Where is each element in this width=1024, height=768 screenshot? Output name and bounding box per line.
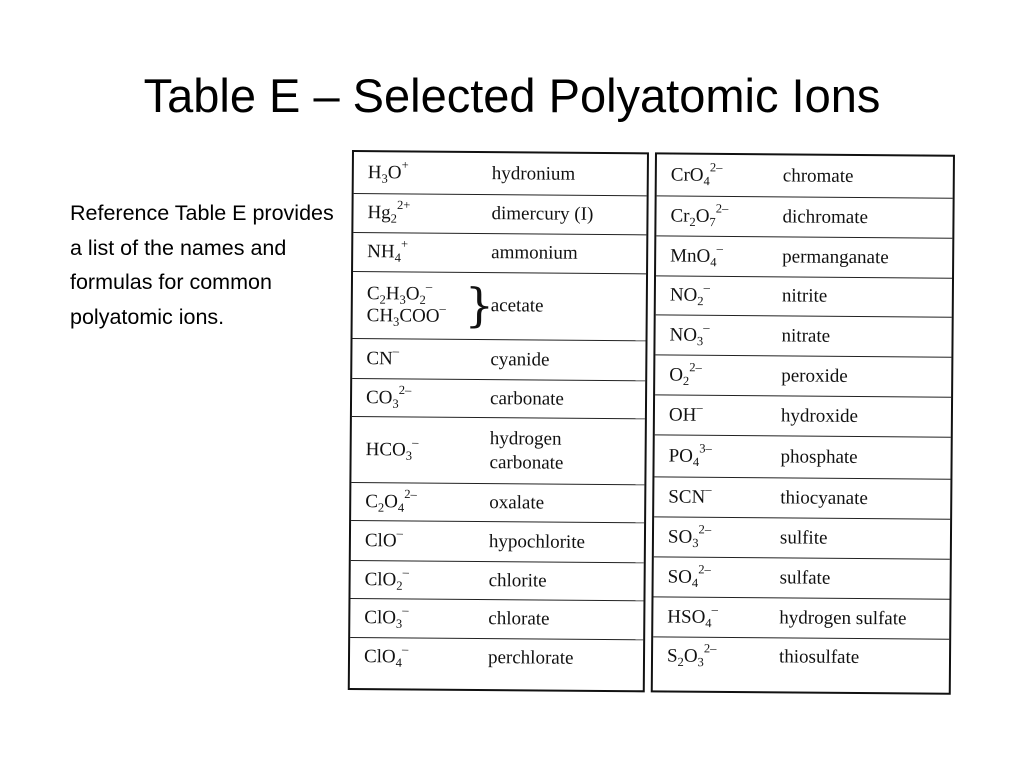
ion-formula-line: [364, 564, 409, 593]
ion-name-line: nitrate: [781, 324, 831, 347]
ion-formula-line: [363, 642, 409, 670]
ion-name-line: chlorate: [488, 608, 550, 630]
formula-part: ClO: [364, 568, 397, 590]
ion-name-line: hydrogen: [489, 427, 562, 450]
ion-name-line: chromate: [782, 164, 854, 187]
table-row: [353, 194, 646, 235]
ion-name: [780, 486, 868, 511]
formula-part: –: [412, 434, 419, 449]
table-row: [350, 638, 643, 678]
ion-formula: [667, 561, 711, 590]
formula-part: –: [392, 343, 400, 358]
formula-part: CN: [366, 347, 393, 369]
formula-part: 2–: [404, 486, 417, 501]
ion-name: [780, 526, 828, 550]
ion-formula-line: [366, 343, 400, 369]
table-row: [655, 315, 951, 357]
ion-name: [489, 491, 544, 515]
ion-formula: [367, 197, 411, 226]
ion-formula-line: [668, 440, 712, 469]
formula-part: 3: [381, 171, 388, 186]
ion-formula-line: [670, 240, 723, 269]
formula-part: 2–: [715, 200, 729, 216]
formula-part: –: [703, 319, 710, 334]
formula-part: –: [705, 481, 712, 496]
ion-name-line: perchlorate: [487, 647, 574, 669]
ion-name-line: sulfate: [779, 566, 831, 589]
ion-formula: [367, 236, 409, 265]
formula-part: PO: [668, 444, 693, 467]
formula-part: CrO: [670, 164, 704, 186]
table-row: [653, 637, 949, 677]
ion-name: [492, 162, 576, 187]
formula-part: –: [696, 399, 703, 414]
formula-part: 4: [691, 575, 699, 590]
ion-formula-line: [365, 434, 419, 463]
formula-part: 4: [395, 655, 402, 670]
ion-formula: [669, 319, 710, 348]
ion-name: [489, 427, 563, 476]
formula-part: –: [401, 642, 409, 657]
formula-part: 2–: [709, 159, 723, 175]
ion-formula-line: [669, 359, 702, 388]
formula-part: 4: [397, 500, 405, 515]
ion-name-line: oxalate: [489, 491, 545, 514]
ion-name: [782, 284, 828, 308]
ion-name-line: dichromate: [782, 205, 869, 228]
formula-part: S: [666, 645, 678, 667]
ion-name: [491, 294, 544, 318]
ion-formula-line: [366, 279, 446, 307]
ion-formula-line: [668, 399, 703, 426]
ion-name: [783, 164, 854, 189]
ion-formula: [363, 642, 409, 670]
table-left-column: [348, 150, 649, 692]
ion-formula-line: [366, 301, 446, 329]
ion-name: [489, 530, 585, 555]
formula-part: CH: [366, 305, 394, 327]
table-row: [656, 276, 952, 317]
ion-formula: [364, 525, 404, 551]
formula-part: 3: [697, 655, 704, 670]
ion-name: [781, 404, 858, 429]
table-row: [352, 379, 645, 419]
formula-part: ClO: [363, 646, 396, 668]
formula-part: –: [711, 601, 719, 616]
ion-name-line: carbonate: [489, 451, 564, 474]
formula-part: NO: [669, 284, 698, 306]
formula-part: –: [396, 525, 404, 540]
ion-name-line: permanganate: [782, 245, 889, 268]
ion-name: [782, 205, 868, 230]
table-row: [654, 477, 950, 519]
ion-formula: [670, 240, 723, 269]
formula-part: +: [400, 236, 409, 252]
ion-name: [491, 241, 578, 266]
ion-formula-line: [669, 280, 710, 309]
table-row: [654, 517, 950, 559]
ion-name-line: thiosulfate: [778, 646, 860, 668]
ion-formula: [667, 521, 712, 550]
table-row: [654, 435, 950, 479]
ion-formula: [366, 343, 400, 369]
formula-part: 4: [710, 254, 717, 269]
ion-name: [780, 566, 831, 590]
ion-formula: [365, 434, 419, 463]
table-row: [350, 599, 643, 640]
formula-part: –: [402, 564, 409, 579]
ion-name-line: hydronium: [491, 162, 576, 185]
ion-formula-line: [364, 525, 404, 551]
formula-part: O: [384, 490, 399, 512]
formula-part: HCO: [365, 438, 406, 460]
ion-formula: [365, 486, 417, 515]
formula-part: –: [703, 280, 710, 295]
ion-name-line: cyanide: [490, 348, 550, 371]
ion-name-line: thiocyanate: [780, 486, 868, 509]
table-row: [350, 561, 643, 601]
ion-name-line: hypochlorite: [488, 530, 586, 553]
ion-formula: [367, 157, 409, 186]
formula-part: 7: [709, 214, 716, 229]
ion-name-line: carbonate: [489, 387, 564, 410]
formula-part: 2: [689, 214, 696, 229]
formula-part: ClO: [364, 607, 397, 629]
formula-part: –: [402, 603, 409, 618]
ion-formula-line: [666, 641, 717, 670]
ion-formula: [666, 641, 717, 670]
formula-part: +: [401, 157, 409, 172]
ion-formula: [668, 399, 703, 426]
table-row: [351, 483, 644, 523]
formula-part: 2: [379, 292, 386, 307]
ion-name: [488, 607, 549, 631]
formula-part: 2–: [689, 359, 702, 374]
formula-part: SO: [667, 565, 693, 588]
ion-formula-line: [669, 319, 710, 348]
formula-part: HSO: [667, 605, 706, 628]
curly-brace: }: [464, 277, 495, 333]
ion-name-line: acetate: [490, 295, 544, 317]
ion-formula-line: [365, 486, 417, 515]
ion-name: [490, 387, 564, 412]
ion-formula-line: [670, 200, 729, 229]
formula-part: 2–: [698, 561, 711, 576]
table-row: [353, 233, 646, 274]
formula-part: C: [365, 490, 379, 512]
polyatomic-ions-table: [348, 150, 955, 695]
formula-part: O: [405, 283, 420, 305]
ion-name: [488, 646, 574, 671]
formula-part: C: [366, 283, 380, 305]
formula-part: 2–: [398, 382, 412, 397]
ion-formula-line: [367, 157, 409, 186]
ion-formula-line: [365, 382, 412, 411]
table-row: [655, 355, 951, 397]
ion-name: [781, 364, 848, 389]
ion-name-line: dimercury (I): [491, 203, 594, 225]
table-row: [656, 236, 952, 278]
formula-part: 3: [395, 616, 403, 631]
table-right-column: [651, 152, 955, 694]
ion-formula: [366, 279, 446, 329]
table-row: [353, 272, 647, 341]
formula-part: COO: [399, 305, 440, 327]
formula-part: –: [439, 301, 446, 316]
formula-part: SO: [667, 525, 693, 548]
table-row: [653, 557, 949, 599]
ion-formula-line: [667, 561, 711, 590]
ion-formula-line: [667, 601, 719, 630]
formula-part: –: [425, 279, 433, 294]
table-row: [352, 339, 645, 381]
ion-formula: [364, 564, 409, 593]
formula-part: 3: [399, 292, 406, 307]
ion-name-line: nitrite: [781, 285, 828, 307]
formula-part: 2: [396, 578, 403, 593]
ion-name: [781, 445, 858, 470]
ion-formula-line: [667, 521, 712, 550]
slide-title: Table E – Selected Polyatomic Ions: [143, 69, 881, 122]
formula-part: 2+: [397, 197, 411, 213]
formula-part: 3: [696, 333, 704, 348]
ion-formula: [670, 200, 729, 229]
ion-name: [491, 202, 593, 227]
formula-part: ClO: [364, 529, 397, 551]
formula-part: NH: [367, 241, 395, 263]
formula-part: O: [695, 205, 710, 227]
ion-name: [782, 245, 889, 270]
formula-part: 2: [677, 654, 684, 669]
formula-part: 3: [392, 396, 399, 411]
formula-part: O: [669, 363, 684, 386]
table-row: [657, 154, 953, 198]
formula-part: 2: [697, 294, 704, 309]
table-row: [351, 521, 644, 563]
ion-formula: [668, 440, 712, 469]
table-row: [653, 597, 949, 639]
ion-formula-line: [367, 236, 409, 265]
formula-part: 3–: [699, 440, 712, 455]
formula-part: 4: [394, 250, 401, 265]
formula-part: CO: [365, 386, 393, 408]
formula-part: –: [716, 240, 723, 256]
formula-part: H: [385, 283, 400, 305]
formula-part: 3: [405, 448, 413, 463]
ion-name-line: hydrogen sulfate: [779, 606, 907, 629]
table-row: [354, 152, 647, 196]
table-row: [656, 196, 952, 238]
formula-part: Cr: [670, 205, 690, 227]
formula-part: 4: [703, 173, 710, 188]
formula-part: SCN: [668, 485, 706, 508]
formula-part: O: [683, 645, 698, 667]
formula-part: NO: [669, 324, 698, 346]
ion-formula: [668, 481, 712, 508]
table-row: [655, 395, 951, 437]
ion-formula-line: [364, 603, 409, 631]
formula-part: O: [387, 161, 402, 183]
formula-part: 4: [692, 454, 700, 469]
ion-formula: [670, 159, 723, 188]
table-row: [351, 417, 645, 485]
formula-part: H: [367, 161, 382, 183]
ion-name: [489, 569, 547, 593]
formula-part: 2–: [698, 521, 712, 536]
ion-formula: [667, 601, 719, 630]
formula-part: 2–: [703, 641, 717, 656]
ion-name: [781, 324, 830, 348]
ion-formula-line: [367, 197, 411, 226]
formula-part: 3: [692, 535, 699, 550]
ion-name-line: hydroxide: [780, 404, 859, 427]
formula-part: 2: [390, 211, 398, 226]
ion-name-line: peroxide: [781, 364, 848, 387]
ion-formula: [669, 359, 702, 388]
formula-part: 4: [705, 615, 712, 630]
formula-part: MnO: [670, 245, 711, 267]
formula-part: 2: [419, 292, 426, 307]
ion-name-line: sulfite: [779, 526, 828, 549]
ion-formula: [669, 280, 710, 309]
formula-part: 2: [377, 500, 385, 515]
formula-part: Hg: [367, 202, 391, 224]
formula-part: OH: [668, 403, 697, 426]
formula-part: 2: [682, 373, 690, 388]
ion-name: [779, 645, 859, 670]
ion-name-line: phosphate: [780, 445, 858, 468]
ion-formula-line: [668, 481, 712, 508]
ion-name-line: chlorite: [488, 569, 547, 592]
ion-name: [490, 348, 549, 372]
formula-part: 3: [393, 314, 400, 329]
slide-description: Reference Table E provides a list of the names and formulas for common polyatomic ions.: [70, 201, 334, 329]
ion-formula: [364, 603, 409, 631]
ion-name: [779, 606, 906, 631]
ion-formula: [365, 382, 412, 411]
ion-name-line: ammonium: [491, 242, 578, 264]
ion-formula-line: [670, 159, 723, 188]
